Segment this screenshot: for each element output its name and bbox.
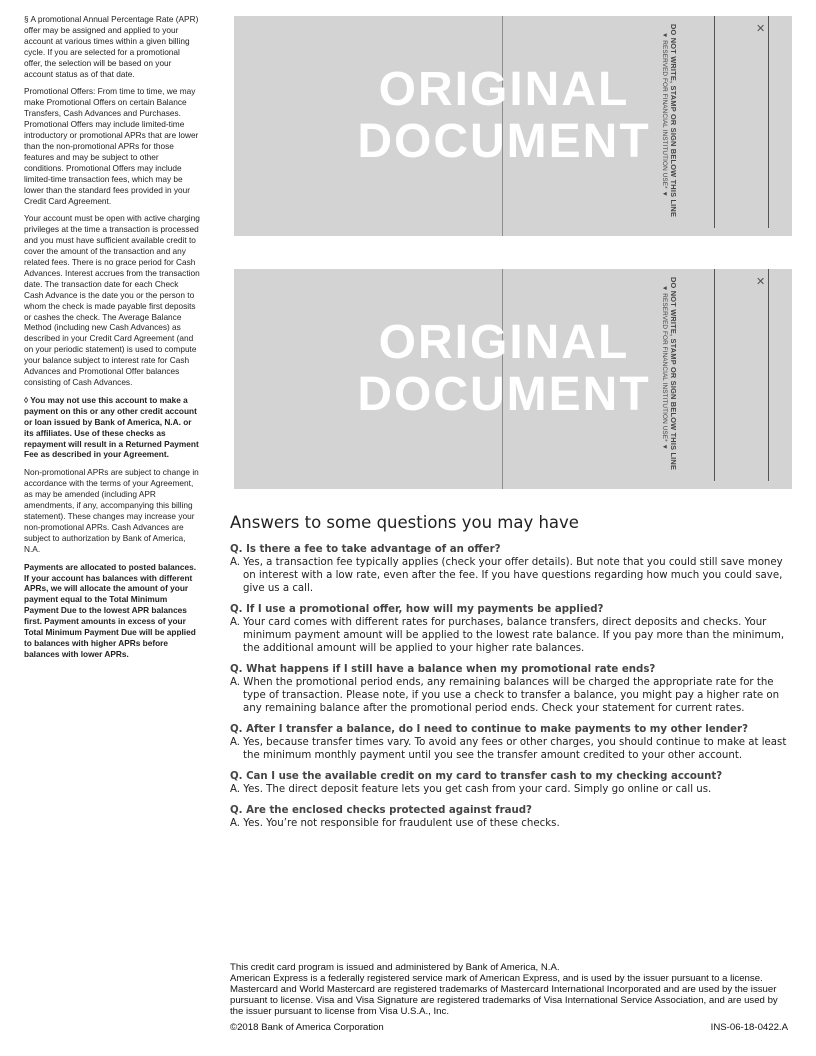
disclosure-no-payment-use: ◊ You may not use this account to make a payment on this or any other credit account or loan issued by Bank of America, N.A. or its affiliates. Use of these checks as repayment will result in a Returned Payment Fee as described in your Agreement.: [24, 394, 199, 460]
faq-answer: A. Yes, because transfer times vary. To avoid any fees or other charges, you should continue to make at least the minimum monthly payment until you see the transfer amount credited to your other account.: [230, 737, 787, 761]
endorse-warning: DO NOT WRITE, STAMP OR SIGN BELOW THIS LINE: [669, 24, 678, 218]
faq-item: [230, 804, 798, 830]
watermark: [234, 64, 774, 168]
disclosure-sidebar: [24, 14, 200, 667]
faq-answer: A. Yes. You’re not responsible for fraudulent use of these checks.: [230, 818, 560, 829]
faq-item: [230, 723, 798, 762]
faq-question: Q. What happens if I still have a balance when my promotional rate ends?: [230, 664, 656, 675]
endorse-reserved: ▼ RESERVED FOR FINANCIAL INSTITUTION USE* ▼: [661, 285, 668, 451]
disclosure-promotional-apr: § A promotional Annual Percentage Rate (APR) offer may be assigned and applied to your account at various times within a given billing cycle. If you are selected for a promotional offer, the selection will be based on your account status as of that date.: [24, 14, 199, 79]
check-back-1: [234, 16, 792, 236]
watermark: [234, 317, 774, 421]
x-mark-icon: ✕: [756, 23, 766, 35]
disclosure-promotional-offers: Promotional Offers: From time to time, we may make Promotional Offers on certain Balance Transfers, Cash Advances and Purchases. Promotional Offers may include limited-time introductory or promotional APRs that are lower than the non-promotional APRs for those features and may be subject to other conditions. Promotional Offers may include limited-time transaction fees, which may be lower than the standard fees provided in your Credit Card Agreement.: [24, 86, 199, 206]
signature-line-2: [768, 16, 769, 228]
faq-question: Q. After I transfer a balance, do I need to continue to make payments to my other lender?: [230, 724, 748, 735]
watermark-line-2: DOCUMENT: [357, 368, 651, 421]
footer-issuer-line: This credit card program is issued and administered by Bank of America, N.A.: [230, 962, 560, 973]
watermark-line-2: DOCUMENT: [357, 115, 651, 168]
faq-question: Q. Can I use the available credit on my card to transfer cash to my checking account?: [230, 771, 723, 782]
check-back-2: [234, 269, 792, 489]
faq-answer: A. Yes. The direct deposit feature lets you get cash from your card. Simply go online or call us.: [230, 784, 712, 795]
watermark-line-1: ORIGINAL: [378, 316, 630, 369]
faq-question: Q. If I use a promotional offer, how will my payments be applied?: [230, 604, 604, 615]
faq-item: [230, 543, 798, 595]
disclosure-non-promotional-apr: Non-promotional APRs are subject to change in accordance with the terms of your Agreement, as may be amended (including APR amendments, if any, accompanying this billing statement). These changes may increase your non-promotional APRs. Cash Advances are subject to authorization by Bank of America, N.A.: [24, 467, 199, 554]
faq-question: Q. Are the enclosed checks protected against fraud?: [230, 805, 532, 816]
endorse-warning: DO NOT WRITE, STAMP OR SIGN BELOW THIS LINE: [669, 277, 678, 471]
legal-footer: [230, 962, 790, 1017]
faq-item: [230, 603, 798, 655]
signature-line-1: [714, 269, 715, 481]
disclosure-account-open: Your account must be open with active charging privileges at the time a transaction is processed and you must have sufficient available credit to cover the amount of the transaction and any related fees. There is no grace period for Cash Advances. Interest accrues from the transaction date. The transaction date for each Check Cash Advance is the date you or the person to whom the check is made payable first deposits or cashes the check. The Average Balance Method (including new Cash Advances) as described in your Credit Card Agreement (and on your periodic statement) is used to compute your balance subject to interest rate for Cash Advances and Promotional Offer balances consisting of Cash Advances.: [24, 213, 200, 387]
faq-item: [230, 770, 798, 796]
document-code: INS-06-18-0422.A: [710, 1022, 788, 1033]
footer-bottom-row: [230, 1022, 788, 1033]
faq-heading: Answers to some questions you may have: [230, 513, 579, 532]
copyright: ©2018 Bank of America Corporation: [230, 1022, 384, 1033]
faq-section: [230, 512, 798, 838]
faq-item: [230, 663, 798, 715]
signature-line-2: [768, 269, 769, 481]
faq-question: Q. Is there a fee to take advantage of an offer?: [230, 544, 501, 555]
footer-trademarks: American Express is a federally registered service mark of American Express, and is used by the issuer pursuant to a license. Mastercard and World Mastercard are registered trademarks of Mastercard International Incorporated and are used by the issuer pursuant to license. Visa and Visa Signature are registered trademarks of Visa International Service Association, and are used by the issuer pursuant to license from Visa U.S.A., Inc.: [230, 973, 778, 1018]
watermark-line-1: ORIGINAL: [378, 63, 630, 116]
signature-line-1: [714, 16, 715, 228]
endorse-reserved: ▼ RESERVED FOR FINANCIAL INSTITUTION USE* ▼: [661, 32, 668, 198]
x-mark-icon: ✕: [756, 276, 766, 288]
faq-answer: A. Yes, a transaction fee typically applies (check your offer details). But note that you could still save money on interest with a low rate, even after the fee. If you have questions regarding how much you could save, give us a call.: [230, 557, 783, 594]
faq-answer: A. Your card comes with different rates for purchases, balance transfers, direct deposits and checks. Your minimum payment amount will be applied to the lowest rate balance. If you pay more than the minimum, the additional amount will be applied to your higher rate balances.: [230, 617, 785, 654]
faq-answer: A. When the promotional period ends, any remaining balances will be charged the appropriate rate for the type of transaction. Please note, if you use a check to transfer a balance, you might pay a higher rate on any remaining balance after the promotional period ends. Check your statement for current rates.: [230, 677, 780, 714]
disclosure-payment-allocation: Payments are allocated to posted balances. If your account has balances with different APRs, we will allocate the amount of your payment equal to the Total Minimum Payment Due to the lowest APR balances first. Payment amounts in excess of your Total Minimum Payment Due will be applied to balances with higher APRs before balances with lower APRs.: [24, 561, 196, 659]
